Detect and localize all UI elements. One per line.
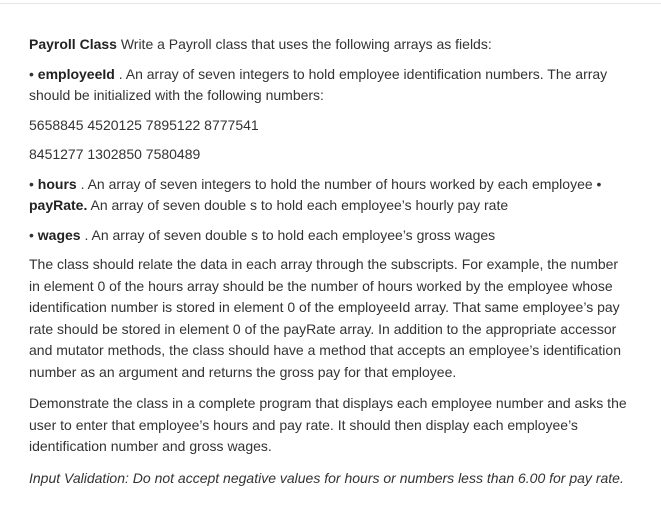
bullet-icon: • bbox=[29, 175, 34, 192]
demonstrate-paragraph: Demonstrate the class in a complete program that displays each employee number and asks the user to enter that employee’s hours and pay rate. It should then display each employee’s identification number and gross wages. bbox=[29, 395, 627, 454]
input-validation-note: Input Validation: Do not accept negative values for hours or numbers less than 6.00 for pay rate. bbox=[29, 469, 624, 486]
bullet-icon: • bbox=[29, 65, 34, 82]
problem-statement bbox=[29, 34, 631, 497]
bullet-icon: • bbox=[29, 226, 34, 243]
intro-text: Write a Payroll class that uses the following arrays as fields: bbox=[120, 36, 492, 52]
employee-id-item bbox=[29, 64, 631, 107]
payrate-description: An array of seven double s to hold each employee’s hourly pay rate bbox=[90, 197, 509, 213]
wages-description: . An array of seven double s to hold each employee’s gross wages bbox=[84, 226, 496, 243]
payrate-field-name: payRate. bbox=[29, 197, 88, 213]
top-divider bbox=[0, 3, 661, 4]
employee-id-description: . An array of seven integers to hold employee identification numbers. The array should be initialized with the following numbers: bbox=[29, 65, 608, 103]
relate-paragraph: The class should relate the data in each array through the subscripts. For example, the number in element 0 of the hours array should be the number of hours worked by the employee whose identification number is stored in element 0 of the employeeId array. That same employee’s pay rate should be stored in element 0 of the payRate array. In addition to the appropriate accessor and mutator methods, the class should have a method that accepts an employee’s identification number as an argument and returns the gross pay for that employee. bbox=[29, 256, 621, 380]
problem-title: Payroll Class bbox=[29, 36, 117, 52]
id-numbers-line-2: 8451277 1302850 7580489 bbox=[29, 146, 201, 162]
wages-field-name: wages bbox=[37, 226, 81, 243]
id-numbers-line-1: 5658845 4520125 7895122 8777541 bbox=[29, 116, 259, 133]
intro-paragraph bbox=[29, 34, 631, 56]
hours-description: . An array of seven integers to hold the number of hours worked by each employee • bbox=[80, 175, 602, 192]
hours-field-name: hours bbox=[37, 175, 77, 192]
hours-payrate-item bbox=[29, 174, 631, 217]
wages-item bbox=[29, 225, 631, 247]
employee-id-field-name: employeeId bbox=[37, 65, 115, 82]
